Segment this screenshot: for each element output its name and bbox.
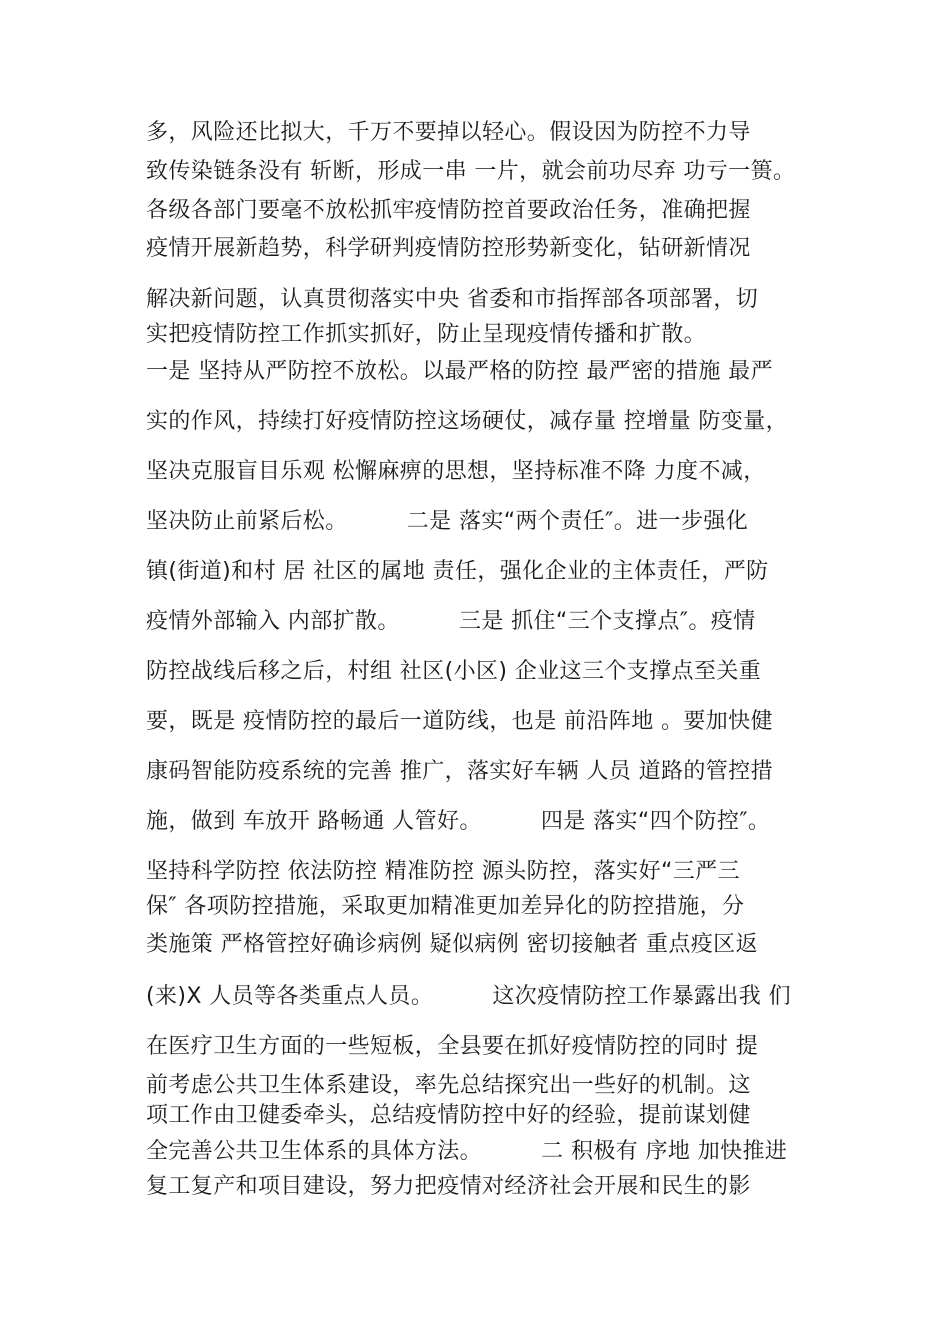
text-line: 疫情外部输入 内部扩散。 三是 抓住“三个支撑点″。疫情 <box>146 609 756 634</box>
text-line: 项工作由卫健委牵头，总结疫情防控中好的经验，提前谋划健 <box>146 1103 751 1128</box>
text-line: 实的作风，持续打好疫情防控这场硬仗，减存量 控增量 防变量， <box>146 409 788 434</box>
text-line: 前考虑公共卫生体系建设，率先总结探究出一些好的机制。这 <box>146 1073 751 1098</box>
text-line: 要，既是 疫情防控的最后一道防线，也是 前沿阵地 。要加快健 <box>146 709 773 734</box>
text-line: 复工复产和项目建设，努力把疫情对经济社会开展和民生的影 <box>146 1174 751 1199</box>
text-line: 镇(街道)和村 居 社区的属地 责任，强化企业的主体责任，严防 <box>146 559 769 584</box>
text-line: 致传染链条没有 斩断，形成一串 一片，就会前功尽弃 功亏一篑。 <box>146 159 796 184</box>
text-line: 一是 坚持从严防控不放松。以最严格的防控 最严密的措施 最严 <box>146 359 773 384</box>
text-line: 坚决防止前紧后松。 二是 落实“两个责任″。进一步强化 <box>146 509 749 534</box>
text-line: 各级各部门要毫不放松抓牢疫情防控首要政治任务，准确把握 <box>146 198 751 223</box>
text-line: 在医疗卫生方面的一些短板，全县要在抓好疫情防控的同时 提 <box>146 1034 759 1059</box>
text-line: 施，做到 车放开 路畅通 人管好。 四是 落实“四个防控″。 <box>146 809 771 834</box>
text-line: 保″ 各项防控措施，采取更加精准更加差异化的防控措施，分 <box>146 894 745 919</box>
text-line: 防控战线后移之后，村组 社区(小区) 企业这三个支撑点至关重 <box>146 659 762 684</box>
text-line: 康码智能防疫系统的完善 推广，落实好车辆 人员 道路的管控措 <box>146 759 773 784</box>
text-line: (来)X 人员等各类重点人员。 这次疫情防控工作暴露出我 们 <box>146 984 791 1009</box>
text-line: 实把疫情防控工作抓实抓好，防止呈现疫情传播和扩散。 <box>146 322 707 347</box>
text-line: 类施策 严格管控好确诊病例 疑似病例 密切接触者 重点疫区返 <box>146 932 758 957</box>
text-line: 多，风险还比拟大，千万不要掉以轻心。假设因为防控不力导 <box>146 120 751 145</box>
text-line: 坚持科学防控 依法防控 精准防控 源头防控，落实好“三严三 <box>146 859 740 884</box>
text-line: 解决新问题，认真贯彻落实中央 省委和市指挥部各项部署，切 <box>146 287 759 312</box>
text-line: 疫情开展新趋势，科学研判疫情防控形势新变化，钻研新情况 <box>146 236 751 261</box>
text-line: 全完善公共卫生体系的具体方法。 二 积极有 序地 加快推进 <box>146 1139 788 1164</box>
text-line: 坚决克服盲目乐观 松懈麻痹的思想，坚持标准不降 力度不减， <box>146 459 766 484</box>
